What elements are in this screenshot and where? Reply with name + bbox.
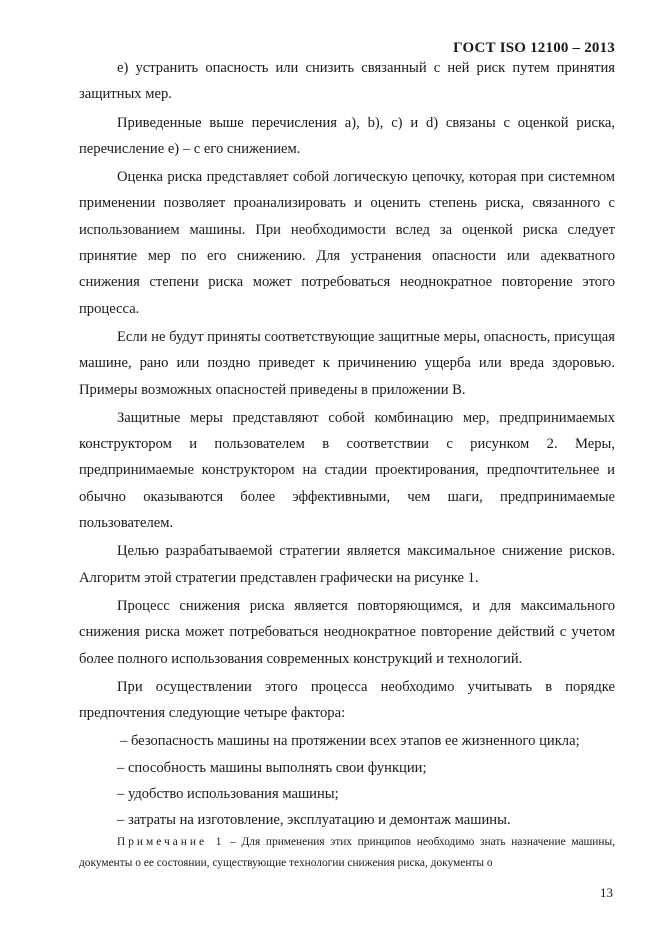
list-item: – безопасность машины на протяжении всех этапов ее жизненного цикла; [120,733,580,750]
paragraph: Если не будут приняты соответствующие защитные меры, опасность, присущая машине, рано или поздно приведет к причинению ущерба или вреда здоровью. Примеры возможных опасностей приведены в приложении В. [79,328,615,398]
paragraph: е) устранить опасность или снизить связанный с ней риск путем принятия защитных мер. [79,60,615,103]
note-label: Примечание 1 [117,836,225,848]
page-number: 13 [600,885,613,900]
paragraph: Защитные меры представляют собой комбинацию мер, предпринимаемых конструктором и пользователем в соответствии с рисунком 2. Меры, предпринимаемые конструктором на стадии проектирования, предпочтительнее и обычно оказываются более эффективными, чем шаги, предпринимаемые пользователем. [79,409,615,532]
paragraph: Оценка риска представляет собой логическую цепочку, которая при системном применении позволяет проанализировать и оценить степень риска, связанного с использованием машины. При необходимости вслед за оценкой риска следует принятие мер по его снижению. Для устранения опасности или адекватного снижения степени риска может потребоваться неоднократное повторение этого процесса. [79,169,615,317]
paragraph: Приведенные выше перечисления а), b), c) и d) связаны с оценкой риска, перечисление е) – с его снижением. [79,114,615,157]
note-text: – Для применения этих принципов необходимо знать назначение машины, документы о ее состоянии, существующие технологии снижения риска, документы о [79,836,615,869]
body-text [79,55,615,834]
paragraph: Целью разрабатываемой стратегии является максимальное снижение рисков. Алгоритм этой стратегии представлен графически на рисунке 1. [79,543,615,586]
paragraph: При осуществлении этого процесса необходимо учитывать в порядке предпочтения следующие четыре фактора: [79,678,615,722]
list-item: – удобство использования машины; [117,786,339,803]
document-header: ГОСТ ISO 12100 – 2013 [453,40,615,56]
paragraph: Процесс снижения риска является повторяющимся, и для максимального снижения риска может потребоваться неоднократное повторение действий с учетом более полного использования современных конструкций и технологий. [79,597,615,667]
list-item: – затраты на изготовление, эксплуатацию и демонтаж машины. [117,812,511,829]
note [79,832,615,874]
list-item: – способность машины выполнять свои функции; [117,759,427,776]
